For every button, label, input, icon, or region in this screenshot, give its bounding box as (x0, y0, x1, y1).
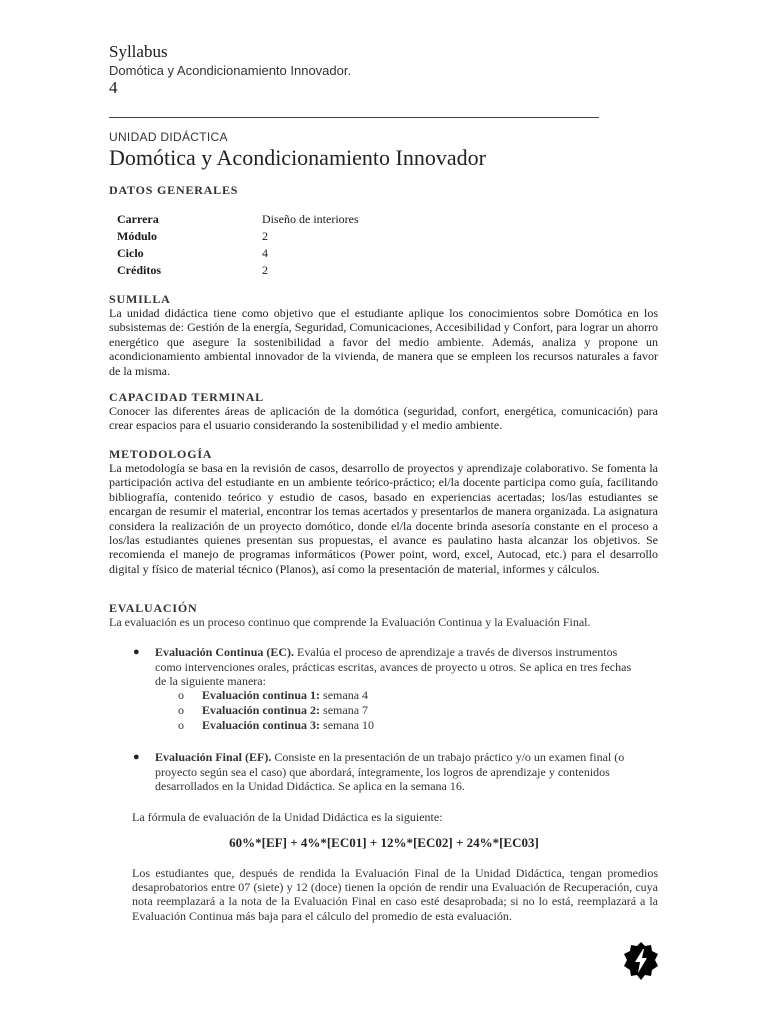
table-key: Ciclo (117, 246, 144, 260)
table-row (117, 246, 359, 263)
capacidad-text: Conocer las diferentes áreas de aplicación de la domótica (seguridad, confort, energética, comunicación) para crear espacios para el usuario considerando la sostenibilidad y el medio ambiente. (109, 404, 658, 433)
evaluacion-final-label: Evaluación Final (EF). (155, 750, 272, 764)
sub-item-value: semana 10 (320, 718, 375, 732)
sub-item-value: semana 7 (320, 703, 369, 717)
sub-item-value: semana 4 (320, 688, 369, 702)
formula-intro: La fórmula de evaluación de la Unidad Didáctica es la siguiente: (132, 810, 443, 824)
table-row (117, 263, 359, 280)
header-title: Syllabus (109, 42, 168, 61)
circle-bullet-icon: o (178, 703, 184, 717)
metodologia-text: La metodología se basa en la revisión de casos, desarrollo de proyectos y aprendizaje colaborativo. Se fomenta la participación activa del estudiante en un ambiente teórico-práctico; el/la docente participa como guía, facilitando bibliografía, contenido teórico y estudio de casos, basado en experiencias acertadas; los/las estudiantes se encargan de resumir el material, encontrar los temas acertados y presentarlos de manera organizada. La asignatura considera la realización de un proyecto domótico, donde el/la docente brinda asesoría constante en el proceso a los/las estudiantes quienes presentan sus propuestas, el avance es paulatino hasta alcanzar los objetivos. Se recomienda el manejo de programas informáticos (Power point, word, excel, Autocad, etc.) para el desarrollo digital y físico de material técnico (Planos), así como la presentación de material, informes y cálculos. (109, 461, 658, 576)
recuperacion-text: Los estudiantes que, después de rendida la Evaluación Final de la Unidad Didáctica, tengan promedios desaprobatorios entre 07 (siete) y 12 (doce) tienen la opción de rendir una Evaluación de Recuperación, cuya nota reemplazará a la nota de la Evaluación Final en caso esté desaprobada; si no lo está, reemplazará a la Evaluación Continua más baja para el cálculo del promedio de esta evaluación. (132, 866, 658, 923)
bullet-icon: ● (133, 646, 140, 658)
table-row (117, 212, 359, 229)
list-item (178, 688, 368, 703)
lightning-bolt-badge-icon (622, 941, 660, 981)
evaluacion-continua-label: Evaluación Continua (EC). (155, 645, 295, 659)
datos-generales-heading: DATOS GENERALES (109, 183, 239, 197)
evaluacion-continua-item (155, 645, 640, 689)
evaluacion-heading: EVALUACIÓN (109, 601, 198, 615)
list-item (178, 703, 368, 718)
datos-generales-table (117, 212, 359, 280)
sub-item-label: Evaluación continua 3: (202, 718, 321, 732)
table-key: Créditos (117, 263, 161, 277)
table-value: 2 (262, 263, 268, 277)
unit-title: Domótica y Acondicionamiento Innovador (109, 145, 486, 170)
header-page-number: 4 (109, 78, 118, 97)
capacidad-heading: CAPACIDAD TERMINAL (109, 390, 264, 404)
circle-bullet-icon: o (178, 688, 184, 702)
header-divider (109, 117, 599, 118)
evaluacion-final-text: Consiste en la presentación de un trabajo práctico y/o un examen final (o proyecto según sea el caso) que abordará, íntegramente, los logros de aprendizaje y contenidos desarrollados en la Unidad Didáctica. Se aplica en la semana 16. (155, 750, 625, 793)
evaluacion-intro: La evaluación es un proceso continuo que comprende la Evaluación Continua y la Evaluación Final. (109, 615, 591, 629)
sumilla-heading: SUMILLA (109, 292, 171, 306)
table-key: Módulo (117, 229, 158, 243)
table-key: Carrera (117, 212, 159, 226)
sumilla-text: La unidad didáctica tiene como objetivo que el estudiante aplique los conocimientos sobre Domótica en los subsistemas de: Gestión de la energía, Seguridad, Comunicaciones, Accesibilidad y Confort, para lograr un ahorro energético que asegure la sostenibilidad a favor del medio ambiente. Además, analiza y propone un acondicionamiento ambiental innovador de la vivienda, de manera que se empleen los recursos naturales a favor de la misma. (109, 306, 658, 378)
table-value: 2 (262, 229, 268, 243)
table-value: 4 (262, 246, 268, 260)
circle-bullet-icon: o (178, 718, 184, 732)
evaluation-formula: 60%*[EF] + 4%*[EC01] + 12%*[EC02] + 24%*[EC03] (229, 835, 539, 850)
bullet-icon: ● (133, 751, 140, 763)
sub-item-label: Evaluación continua 1: (202, 688, 321, 702)
header-subtitle: Domótica y Acondicionamiento Innovador. (109, 63, 352, 78)
sub-item-label: Evaluación continua 2: (202, 703, 321, 717)
table-value: Diseño de interiores (262, 212, 359, 226)
evaluacion-final-item (155, 750, 640, 794)
metodologia-heading: METODOLOGÍA (109, 447, 213, 461)
evaluacion-continua-text: Evalúa el proceso de aprendizaje a través de diversos instrumentos como intervenciones orales, prácticas escritas, avances de proyecto u otros. Se aplica en tres fechas de la siguiente manera: (155, 645, 632, 688)
unit-label: UNIDAD DIDÁCTICA (109, 130, 228, 144)
list-item (178, 718, 374, 733)
table-row (117, 229, 359, 246)
